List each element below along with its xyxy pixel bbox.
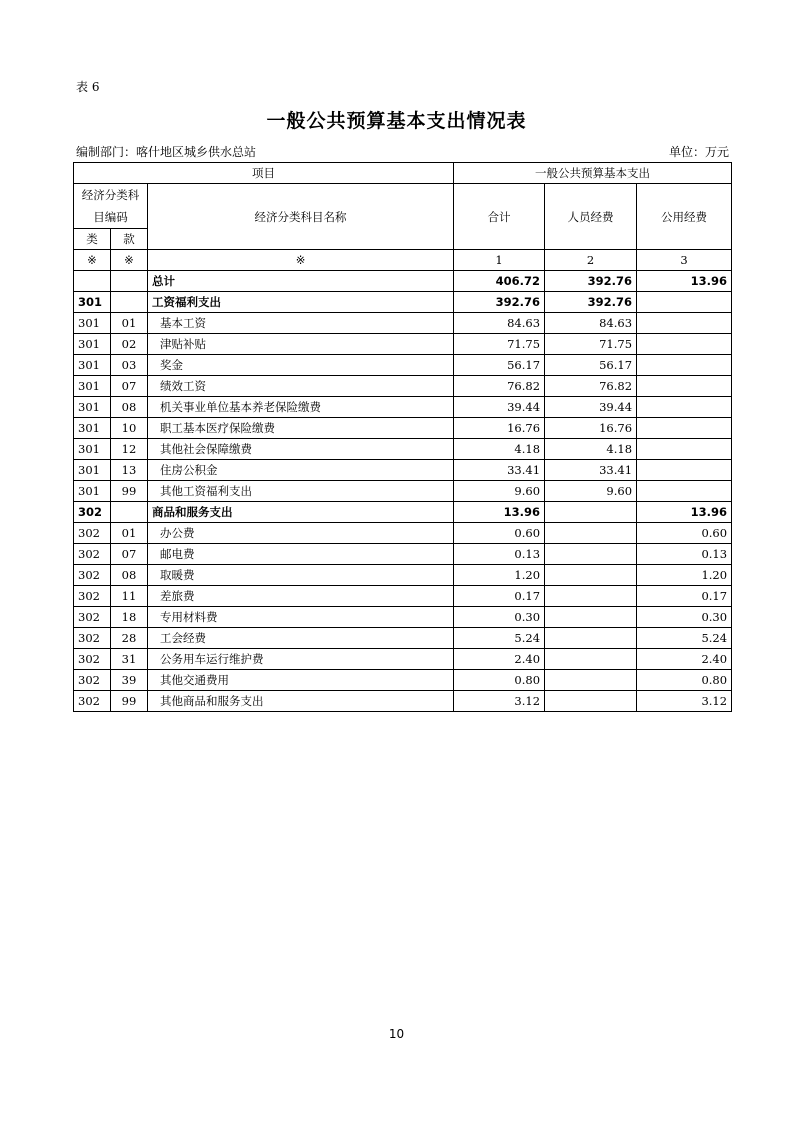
cell-total: 0.13 bbox=[454, 544, 545, 565]
cell-item: 07 bbox=[111, 544, 148, 565]
cell-total: 0.17 bbox=[454, 586, 545, 607]
marker-name: ※ bbox=[148, 250, 454, 271]
cell-personnel: 76.82 bbox=[545, 376, 637, 397]
cell-item: 01 bbox=[111, 523, 148, 544]
cell-total: 406.72 bbox=[454, 271, 545, 292]
cell-personnel bbox=[545, 544, 637, 565]
cell-category: 301 bbox=[74, 313, 111, 334]
cell-total: 392.76 bbox=[454, 292, 545, 313]
table-row bbox=[74, 292, 732, 313]
cell-total: 33.41 bbox=[454, 460, 545, 481]
cell-name: 专用材料费 bbox=[148, 607, 454, 628]
marker-item: ※ bbox=[111, 250, 148, 271]
cell-public: 0.30 bbox=[637, 607, 732, 628]
header-personnel: 人员经费 bbox=[545, 184, 637, 250]
header-row-codes bbox=[74, 184, 732, 229]
cell-category: 302 bbox=[74, 565, 111, 586]
cell-item: 08 bbox=[111, 565, 148, 586]
cell-category: 301 bbox=[74, 334, 111, 355]
page-title: 一般公共预算基本支出情况表 bbox=[266, 110, 527, 132]
cell-name: 工资福利支出 bbox=[148, 292, 454, 313]
cell-personnel bbox=[545, 607, 637, 628]
table-row bbox=[74, 439, 732, 460]
cell-category: 302 bbox=[74, 502, 111, 523]
cell-personnel: 4.18 bbox=[545, 439, 637, 460]
cell-personnel bbox=[545, 628, 637, 649]
cell-total: 56.17 bbox=[454, 355, 545, 376]
table-row bbox=[74, 271, 732, 292]
cell-item: 02 bbox=[111, 334, 148, 355]
cell-name: 总计 bbox=[148, 271, 454, 292]
cell-public bbox=[637, 481, 732, 502]
cell-total: 16.76 bbox=[454, 418, 545, 439]
cell-category: 301 bbox=[74, 460, 111, 481]
page-number: 10 bbox=[388, 1027, 405, 1041]
cell-total: 0.30 bbox=[454, 607, 545, 628]
cell-item: 12 bbox=[111, 439, 148, 460]
cell-personnel: 392.76 bbox=[545, 271, 637, 292]
cell-total: 1.20 bbox=[454, 565, 545, 586]
cell-total: 84.63 bbox=[454, 313, 545, 334]
cell-name: 取暖费 bbox=[148, 565, 454, 586]
cell-total: 13.96 bbox=[454, 502, 545, 523]
cell-category: 302 bbox=[74, 544, 111, 565]
cell-category: 301 bbox=[74, 292, 111, 313]
cell-item: 03 bbox=[111, 355, 148, 376]
cell-item: 99 bbox=[111, 691, 148, 712]
cell-item: 99 bbox=[111, 481, 148, 502]
cell-name: 机关事业单位基本养老保险缴费 bbox=[148, 397, 454, 418]
header-public: 公用经费 bbox=[637, 184, 732, 250]
cell-public bbox=[637, 460, 732, 481]
table-row bbox=[74, 502, 732, 523]
cell-name: 津贴补贴 bbox=[148, 334, 454, 355]
cell-item bbox=[111, 292, 148, 313]
cell-public bbox=[637, 334, 732, 355]
table-row bbox=[74, 418, 732, 439]
cell-public: 13.96 bbox=[637, 271, 732, 292]
cell-total: 0.80 bbox=[454, 670, 545, 691]
cell-total: 2.40 bbox=[454, 649, 545, 670]
cell-public: 0.17 bbox=[637, 586, 732, 607]
budget-table bbox=[73, 162, 732, 712]
marker-cat: ※ bbox=[74, 250, 111, 271]
cell-public: 5.24 bbox=[637, 628, 732, 649]
cell-item: 10 bbox=[111, 418, 148, 439]
cell-total: 0.60 bbox=[454, 523, 545, 544]
cell-category: 302 bbox=[74, 670, 111, 691]
cell-category: 302 bbox=[74, 523, 111, 544]
cell-personnel: 9.60 bbox=[545, 481, 637, 502]
table-row bbox=[74, 376, 732, 397]
cell-total: 3.12 bbox=[454, 691, 545, 712]
header-row-markers bbox=[74, 250, 732, 271]
cell-name: 公务用车运行维护费 bbox=[148, 649, 454, 670]
table-row bbox=[74, 397, 732, 418]
header-item: 款 bbox=[111, 229, 148, 250]
cell-name: 职工基本医疗保险缴费 bbox=[148, 418, 454, 439]
cell-public: 0.13 bbox=[637, 544, 732, 565]
cell-total: 39.44 bbox=[454, 397, 545, 418]
cell-item: 18 bbox=[111, 607, 148, 628]
cell-public bbox=[637, 376, 732, 397]
cell-personnel bbox=[545, 649, 637, 670]
cell-name: 商品和服务支出 bbox=[148, 502, 454, 523]
cell-category: 301 bbox=[74, 439, 111, 460]
cell-total: 71.75 bbox=[454, 334, 545, 355]
table-row bbox=[74, 334, 732, 355]
cell-personnel: 84.63 bbox=[545, 313, 637, 334]
cell-public: 0.80 bbox=[637, 670, 732, 691]
cell-personnel: 39.44 bbox=[545, 397, 637, 418]
table-row bbox=[74, 481, 732, 502]
cell-public: 13.96 bbox=[637, 502, 732, 523]
cell-name: 绩效工资 bbox=[148, 376, 454, 397]
cell-personnel bbox=[545, 586, 637, 607]
table-row bbox=[74, 355, 732, 376]
header-code-group: 经济分类科目编码 bbox=[74, 184, 148, 229]
cell-total: 76.82 bbox=[454, 376, 545, 397]
table-row bbox=[74, 313, 732, 334]
cell-personnel bbox=[545, 670, 637, 691]
table-row bbox=[74, 649, 732, 670]
table-row bbox=[74, 628, 732, 649]
cell-item: 31 bbox=[111, 649, 148, 670]
cell-public bbox=[637, 397, 732, 418]
cell-total: 4.18 bbox=[454, 439, 545, 460]
table-label: 表 6 bbox=[76, 80, 100, 94]
col-number-2: 2 bbox=[545, 250, 637, 271]
cell-personnel bbox=[545, 565, 637, 586]
cell-personnel bbox=[545, 523, 637, 544]
table-row bbox=[74, 544, 732, 565]
header-total: 合计 bbox=[454, 184, 545, 250]
cell-name: 办公费 bbox=[148, 523, 454, 544]
cell-name: 其他社会保障缴费 bbox=[148, 439, 454, 460]
cell-category: 301 bbox=[74, 481, 111, 502]
cell-total: 5.24 bbox=[454, 628, 545, 649]
cell-name: 基本工资 bbox=[148, 313, 454, 334]
cell-item: 13 bbox=[111, 460, 148, 481]
cell-category bbox=[74, 271, 111, 292]
cell-category: 302 bbox=[74, 649, 111, 670]
cell-item: 39 bbox=[111, 670, 148, 691]
cell-item: 28 bbox=[111, 628, 148, 649]
col-number-3: 3 bbox=[637, 250, 732, 271]
table-row bbox=[74, 607, 732, 628]
cell-public bbox=[637, 313, 732, 334]
cell-category: 301 bbox=[74, 376, 111, 397]
table-row bbox=[74, 523, 732, 544]
cell-personnel: 56.17 bbox=[545, 355, 637, 376]
cell-item bbox=[111, 271, 148, 292]
cell-name: 差旅费 bbox=[148, 586, 454, 607]
header-row-project bbox=[74, 163, 732, 184]
cell-name: 其他工资福利支出 bbox=[148, 481, 454, 502]
header-project: 项目 bbox=[74, 163, 454, 184]
table-row bbox=[74, 586, 732, 607]
cell-category: 301 bbox=[74, 355, 111, 376]
department-label: 编制部门：喀什地区城乡供水总站 bbox=[76, 145, 257, 159]
cell-category: 302 bbox=[74, 628, 111, 649]
unit-label: 单位：万元 bbox=[668, 145, 729, 159]
cell-name: 住房公积金 bbox=[148, 460, 454, 481]
cell-public: 1.20 bbox=[637, 565, 732, 586]
cell-public: 0.60 bbox=[637, 523, 732, 544]
cell-name: 邮电费 bbox=[148, 544, 454, 565]
cell-name: 其他交通费用 bbox=[148, 670, 454, 691]
cell-category: 302 bbox=[74, 691, 111, 712]
cell-public: 2.40 bbox=[637, 649, 732, 670]
cell-name: 奖金 bbox=[148, 355, 454, 376]
cell-category: 302 bbox=[74, 586, 111, 607]
cell-item: 11 bbox=[111, 586, 148, 607]
cell-personnel: 71.75 bbox=[545, 334, 637, 355]
table-row bbox=[74, 691, 732, 712]
cell-category: 302 bbox=[74, 607, 111, 628]
table-row bbox=[74, 670, 732, 691]
cell-item: 01 bbox=[111, 313, 148, 334]
cell-total: 9.60 bbox=[454, 481, 545, 502]
col-number-1: 1 bbox=[454, 250, 545, 271]
cell-public bbox=[637, 439, 732, 460]
cell-personnel bbox=[545, 691, 637, 712]
cell-personnel: 33.41 bbox=[545, 460, 637, 481]
cell-public bbox=[637, 418, 732, 439]
cell-name: 工会经费 bbox=[148, 628, 454, 649]
cell-personnel: 16.76 bbox=[545, 418, 637, 439]
cell-item: 07 bbox=[111, 376, 148, 397]
cell-personnel bbox=[545, 502, 637, 523]
cell-category: 301 bbox=[74, 418, 111, 439]
cell-category: 301 bbox=[74, 397, 111, 418]
cell-public bbox=[637, 355, 732, 376]
cell-public bbox=[637, 292, 732, 313]
cell-personnel: 392.76 bbox=[545, 292, 637, 313]
header-name: 经济分类科目名称 bbox=[148, 184, 454, 250]
cell-public: 3.12 bbox=[637, 691, 732, 712]
cell-item: 08 bbox=[111, 397, 148, 418]
header-category: 类 bbox=[74, 229, 111, 250]
cell-name: 其他商品和服务支出 bbox=[148, 691, 454, 712]
table-row bbox=[74, 460, 732, 481]
header-expenditure-group: 一般公共预算基本支出 bbox=[454, 163, 732, 184]
cell-item bbox=[111, 502, 148, 523]
table-row bbox=[74, 565, 732, 586]
